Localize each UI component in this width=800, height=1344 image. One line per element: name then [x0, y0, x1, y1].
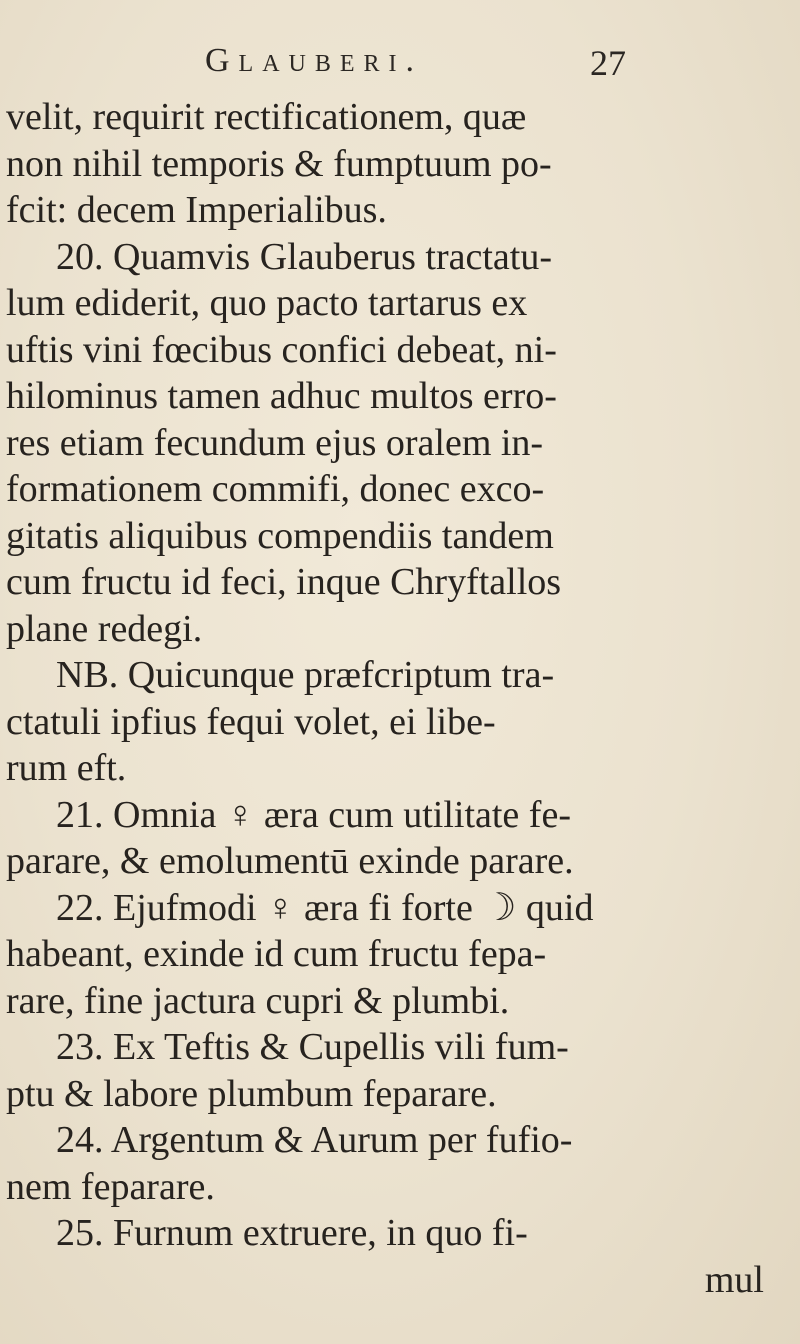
text-line: parare, & emolumentū exinde parare. — [6, 840, 574, 882]
text-line: cum fructu id feci, inque Chryftallos — [6, 561, 562, 603]
text-line: 21. Omnia ♀ æra cum utilitate fe- — [56, 793, 571, 836]
text-line: 22. Ejufmodi ♀ æra fi forte ☽ quid — [56, 886, 594, 929]
text-line: 24. Argentum & Aurum per fufio- — [56, 1119, 573, 1161]
text-line: ctatuli ipfius fequi volet, ei libe- — [6, 700, 496, 743]
catchword: mul — [704, 1258, 764, 1301]
text-line: 23. Ex Teftis & Cupellis vili fum- — [56, 1026, 569, 1068]
body-text — [6, 94, 796, 1303]
text-line: 20. Quamvis Glauberus tractatu- — [56, 235, 552, 278]
text-line: hilominus tamen adhuc multos erro- — [6, 375, 557, 417]
text-line: res etiam fecundum ejus oralem in- — [6, 421, 544, 464]
text-line: ptu & labore plumbum feparare. — [6, 1072, 497, 1115]
text-line: uftis vini fœcibus confici debeat, ni- — [6, 328, 557, 371]
running-head: Glauberi. — [205, 42, 424, 79]
text-line: 25. Furnum extruere, in quo fi- — [56, 1212, 528, 1254]
text-line: velit, requirit rectificationem, quæ — [6, 96, 527, 138]
text-line: rare, fine jactura cupri & plumbi. — [6, 979, 510, 1022]
text-line: gitatis aliquibus compendiis tandem — [6, 514, 554, 557]
text-line: non nihil temporis & fumptuum po- — [6, 142, 552, 185]
text-line: lum ediderit, quo pacto tartarus ex — [6, 282, 528, 324]
text-line: plane redegi. — [6, 607, 203, 650]
text-line: habeant, exinde id cum fructu fepa- — [6, 933, 547, 975]
text-line: formationem commifi, donec exco- — [6, 468, 545, 510]
page-number: 27 — [590, 43, 626, 83]
text-line: rum eft. — [6, 747, 127, 789]
text-line: fcit: decem Imperialibus. — [6, 189, 387, 231]
text-line: nem feparare. — [6, 1165, 215, 1208]
text-line: NB. Quicunque præfcriptum tra- — [56, 654, 555, 696]
page-header — [0, 42, 800, 92]
